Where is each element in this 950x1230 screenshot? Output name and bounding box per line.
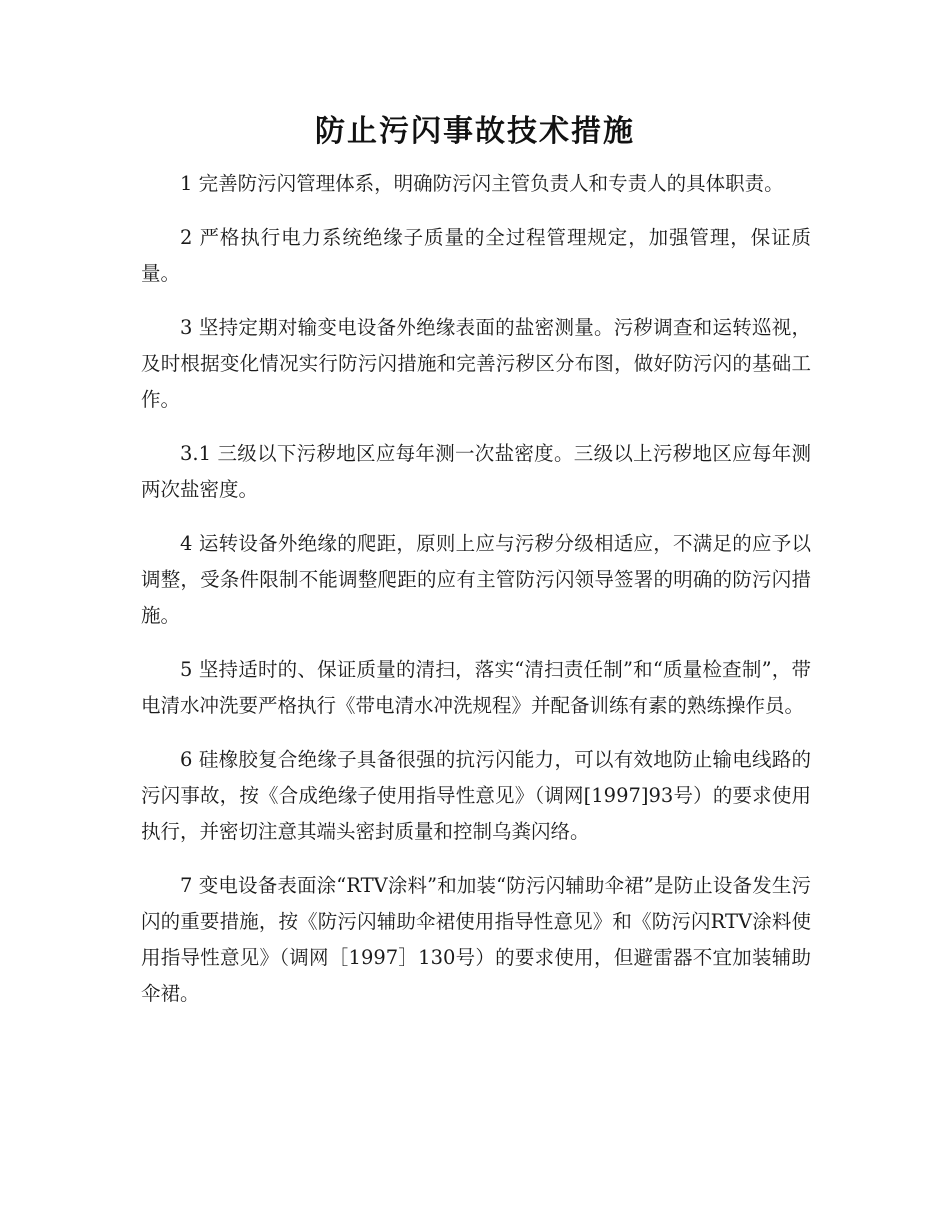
document-body xyxy=(141,166,811,1030)
paragraph-6: 6 硅橡胶复合绝缘子具备很强的抗污闪能力，可以有效地防止输电线路的污闪事故，按《合成绝缘子使用指导性意见》（调网[1997]93号）的要求使用执行，并密切注意其端头密封质量和控制乌粪闪络。 xyxy=(141,748,811,843)
paragraph-3: 3 坚持定期对输变电设备外绝缘表面的盐密测量。污秽调查和运转巡视，及时根据变化情况实行防污闪措施和完善污秽区分布图，做好防污闪的基础工作。 xyxy=(141,316,811,411)
paragraph-3-1: 3.1 三级以下污秽地区应每年测一次盐密度。三级以上污秽地区应每年测两次盐密度。 xyxy=(141,442,811,501)
paragraph-5: 5 坚持适时的、保证质量的清扫，落实“清扫责任制”和“质量检查制”，带电清水冲洗要严格执行《带电清水冲洗规程》并配备训练有素的熟练操作员。 xyxy=(141,658,811,717)
paragraph-2: 2 严格执行电力系统绝缘子质量的全过程管理规定，加强管理，保证质量。 xyxy=(141,226,811,285)
paragraph-4: 4 运转设备外绝缘的爬距，原则上应与污秽分级相适应，不满足的应予以调整，受条件限制不能调整爬距的应有主管防污闪领导签署的明确的防污闪措施。 xyxy=(141,532,811,627)
paragraph-7: 7 变电设备表面涂“RTV涂料”和加装“防污闪辅助伞裙”是防止设备发生污闪的重要措施，按《防污闪辅助伞裙使用指导性意见》和《防污闪RTV涂料使用指导性意见》（调网［1997］130号）的要求使用，但避雷器不宜加装辅助伞裙。 xyxy=(141,874,811,1005)
document-title: 防止污闪事故技术措施 xyxy=(315,114,635,149)
paragraph-1: 1 完善防污闪管理体系，明确防污闪主管负责人和专责人的具体职责。 xyxy=(180,172,784,195)
